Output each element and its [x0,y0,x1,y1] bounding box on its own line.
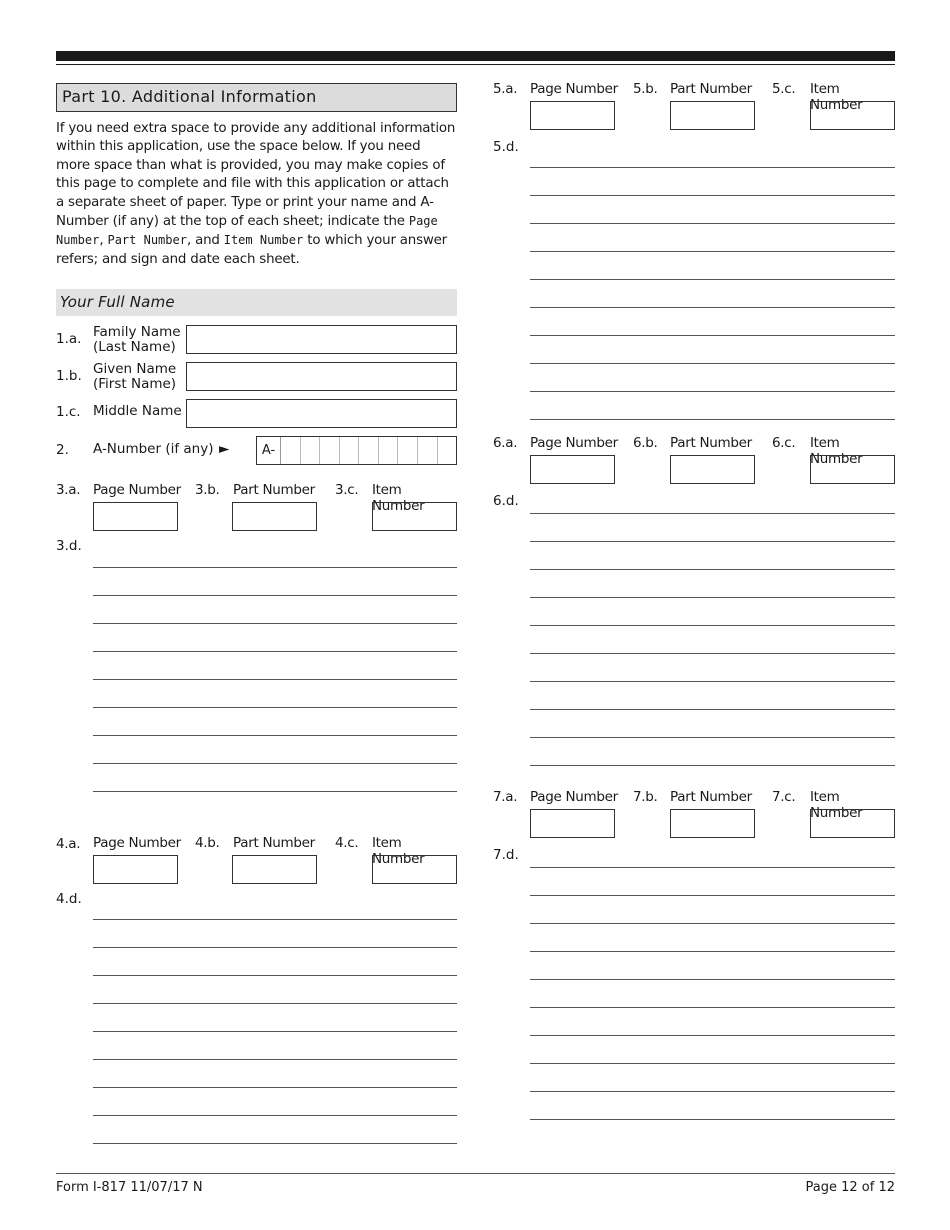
answer-line[interactable] [530,895,895,896]
answer-line[interactable] [530,363,895,364]
right-column [493,81,895,1127]
item-3-answer: 3.d. [56,538,457,835]
page-indicator: Page 12 of 12 [805,1180,895,1195]
a-number-label: A-Number (if any) [93,441,214,458]
answer-line[interactable] [93,707,457,708]
given-name-row: 1.b. Given Name (First Name) [56,362,457,399]
header-rule [56,64,895,65]
answer-line[interactable] [530,251,895,252]
answer-line[interactable] [93,1143,457,1144]
a-number-digit[interactable] [301,437,321,464]
part-number-field[interactable] [232,502,317,531]
answer-line[interactable] [93,623,457,624]
answer-line[interactable] [530,765,895,766]
answer-line[interactable] [530,1035,895,1036]
item-7-reference: 7.a. Page Number 7.b. Part Number 7.c. Item Number [493,789,895,847]
answer-line[interactable] [93,595,457,596]
part-number-field[interactable] [670,455,755,484]
a-number-digit[interactable] [379,437,399,464]
page-number-field[interactable] [93,502,178,531]
page-number-field[interactable] [93,855,178,884]
answer-line[interactable] [530,625,895,626]
footer-rule [56,1173,895,1174]
answer-line[interactable] [93,735,457,736]
family-name-field[interactable] [186,325,457,354]
item-6-answer: 6.d. [493,493,895,789]
page-number-field[interactable] [530,809,615,838]
answer-line[interactable] [530,335,895,336]
answer-line[interactable] [93,567,457,568]
a-number-digit[interactable] [359,437,379,464]
left-column [56,83,457,1151]
answer-line[interactable] [93,1087,457,1088]
answer-line[interactable] [93,1059,457,1060]
a-number-digit[interactable] [398,437,418,464]
answer-line[interactable] [530,167,895,168]
answer-line[interactable] [93,763,457,764]
header-bar [56,51,895,61]
answer-line[interactable] [530,513,895,514]
answer-line[interactable] [530,979,895,980]
item-7-answer: 7.d. [493,847,895,1127]
given-name-field[interactable] [186,362,457,391]
answer-line[interactable] [530,195,895,196]
item-3-reference: 3.a. Page Number 3.b. Part Number 3.c. Item Number [56,482,457,538]
answer-line[interactable] [93,919,457,920]
middle-name-row: 1.c. Middle Name [56,399,457,436]
page-number-field[interactable] [530,101,615,130]
answer-line[interactable] [93,975,457,976]
answer-line[interactable] [93,947,457,948]
a-number-digit[interactable] [281,437,301,464]
item-4-answer: 4.d. [56,891,457,1151]
part-number-field[interactable] [670,101,755,130]
answer-line[interactable] [530,541,895,542]
arrow-right-icon: ► [219,441,230,458]
answer-line[interactable] [530,681,895,682]
answer-line[interactable] [530,419,895,420]
answer-line[interactable] [530,923,895,924]
answer-line[interactable] [93,1031,457,1032]
answer-line[interactable] [93,651,457,652]
section-your-full-name: Your Full Name [56,289,457,316]
answer-line[interactable] [530,307,895,308]
answer-line[interactable] [530,1119,895,1120]
item-number-field[interactable] [810,455,895,484]
answer-line[interactable] [93,1115,457,1116]
middle-name-field[interactable] [186,399,457,428]
given-name-label: Given Name (First Name) [93,361,177,393]
answer-line[interactable] [530,1007,895,1008]
item-5-answer: 5.d. [493,139,895,435]
part-number-field[interactable] [670,809,755,838]
a-number-digit[interactable] [340,437,360,464]
answer-line[interactable] [530,597,895,598]
item-5-reference: 5.a. Page Number 5.b. Part Number 5.c. Item Number [493,81,895,139]
a-number-field[interactable] [256,436,457,465]
answer-line[interactable] [530,223,895,224]
answer-line[interactable] [530,391,895,392]
answer-line[interactable] [530,867,895,868]
page-number-field[interactable] [530,455,615,484]
item-4-reference: 4.a. Page Number 4.b. Part Number 4.c. Item Number [56,835,457,891]
answer-line[interactable] [93,791,457,792]
a-number-row: 2. A-Number (if any) ► A- [56,436,457,482]
part-number-field[interactable] [232,855,317,884]
a-number-digit[interactable] [320,437,340,464]
answer-line[interactable] [530,569,895,570]
item-number-field[interactable] [810,809,895,838]
answer-line[interactable] [530,1063,895,1064]
answer-line[interactable] [530,279,895,280]
family-name-row: 1.a. Family Name (Last Name) [56,325,457,362]
part-title: Part 10. Additional Information [56,83,457,112]
instructions: If you need extra space to provide any additional information within this application, use the space below. If you need more space than what is provided, you may make copies of this page to complete and file with this application or attach a separate sheet of paper. Type or print your name and A-Number (if any) at the top of each sheet; indicate the Page Number, Part Number, and Item Number to which your answer refers; and sign and date each sheet. [56,121,456,267]
a-number-digit[interactable] [418,437,438,464]
item-number-field[interactable] [372,502,457,531]
item-number-field[interactable] [372,855,457,884]
answer-line[interactable] [530,653,895,654]
item-number-field[interactable] [810,101,895,130]
answer-line[interactable] [93,679,457,680]
answer-line[interactable] [530,709,895,710]
item-6-reference: 6.a. Page Number 6.b. Part Number 6.c. Item Number [493,435,895,493]
form-id: Form I-817 11/07/17 N [56,1180,203,1195]
family-name-label: Family Name (Last Name) [93,324,181,356]
answer-line[interactable] [530,737,895,738]
middle-name-label: Middle Name [93,403,182,420]
a-number-prefix: A- [257,437,281,464]
a-number-digit[interactable] [438,437,457,464]
answer-line[interactable] [530,1091,895,1092]
answer-line[interactable] [93,1003,457,1004]
answer-line[interactable] [530,951,895,952]
